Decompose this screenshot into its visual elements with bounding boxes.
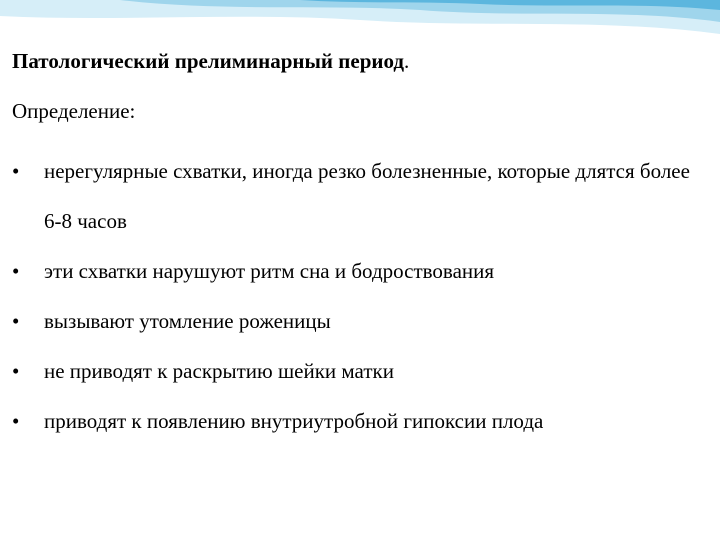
definition-label: Определение: — [12, 99, 136, 123]
bullet-item — [12, 296, 694, 346]
bullet-item — [12, 246, 694, 296]
bullet-text: не приводят к раскрытию шейки матки — [44, 359, 394, 383]
slide-title-suffix: . — [404, 49, 410, 73]
bullet-icon: • — [12, 309, 20, 333]
bullet-item — [12, 346, 694, 396]
slide-title — [12, 46, 708, 76]
bullet-text: вызывают утомление роженицы — [44, 309, 331, 333]
bullet-icon: • — [12, 359, 20, 383]
bullet-text: приводят к появлению внутриутробной гипоксии плода — [44, 409, 544, 433]
bullet-icon: • — [12, 159, 20, 183]
bullet-text: нерегулярные схватки, иногда резко болезненные, которые длятся более 6-8 часов — [44, 159, 690, 233]
bullet-item — [12, 396, 694, 446]
bullet-icon: • — [12, 259, 20, 283]
slide-content — [12, 46, 708, 446]
bullet-item — [12, 146, 694, 246]
bullet-icon: • — [12, 409, 20, 433]
bullet-list — [12, 146, 708, 446]
bullet-text: эти схватки нарушуют ритм сна и бодроствования — [44, 259, 495, 283]
slide-title-bold: Патологический прелиминарный период — [12, 49, 404, 73]
